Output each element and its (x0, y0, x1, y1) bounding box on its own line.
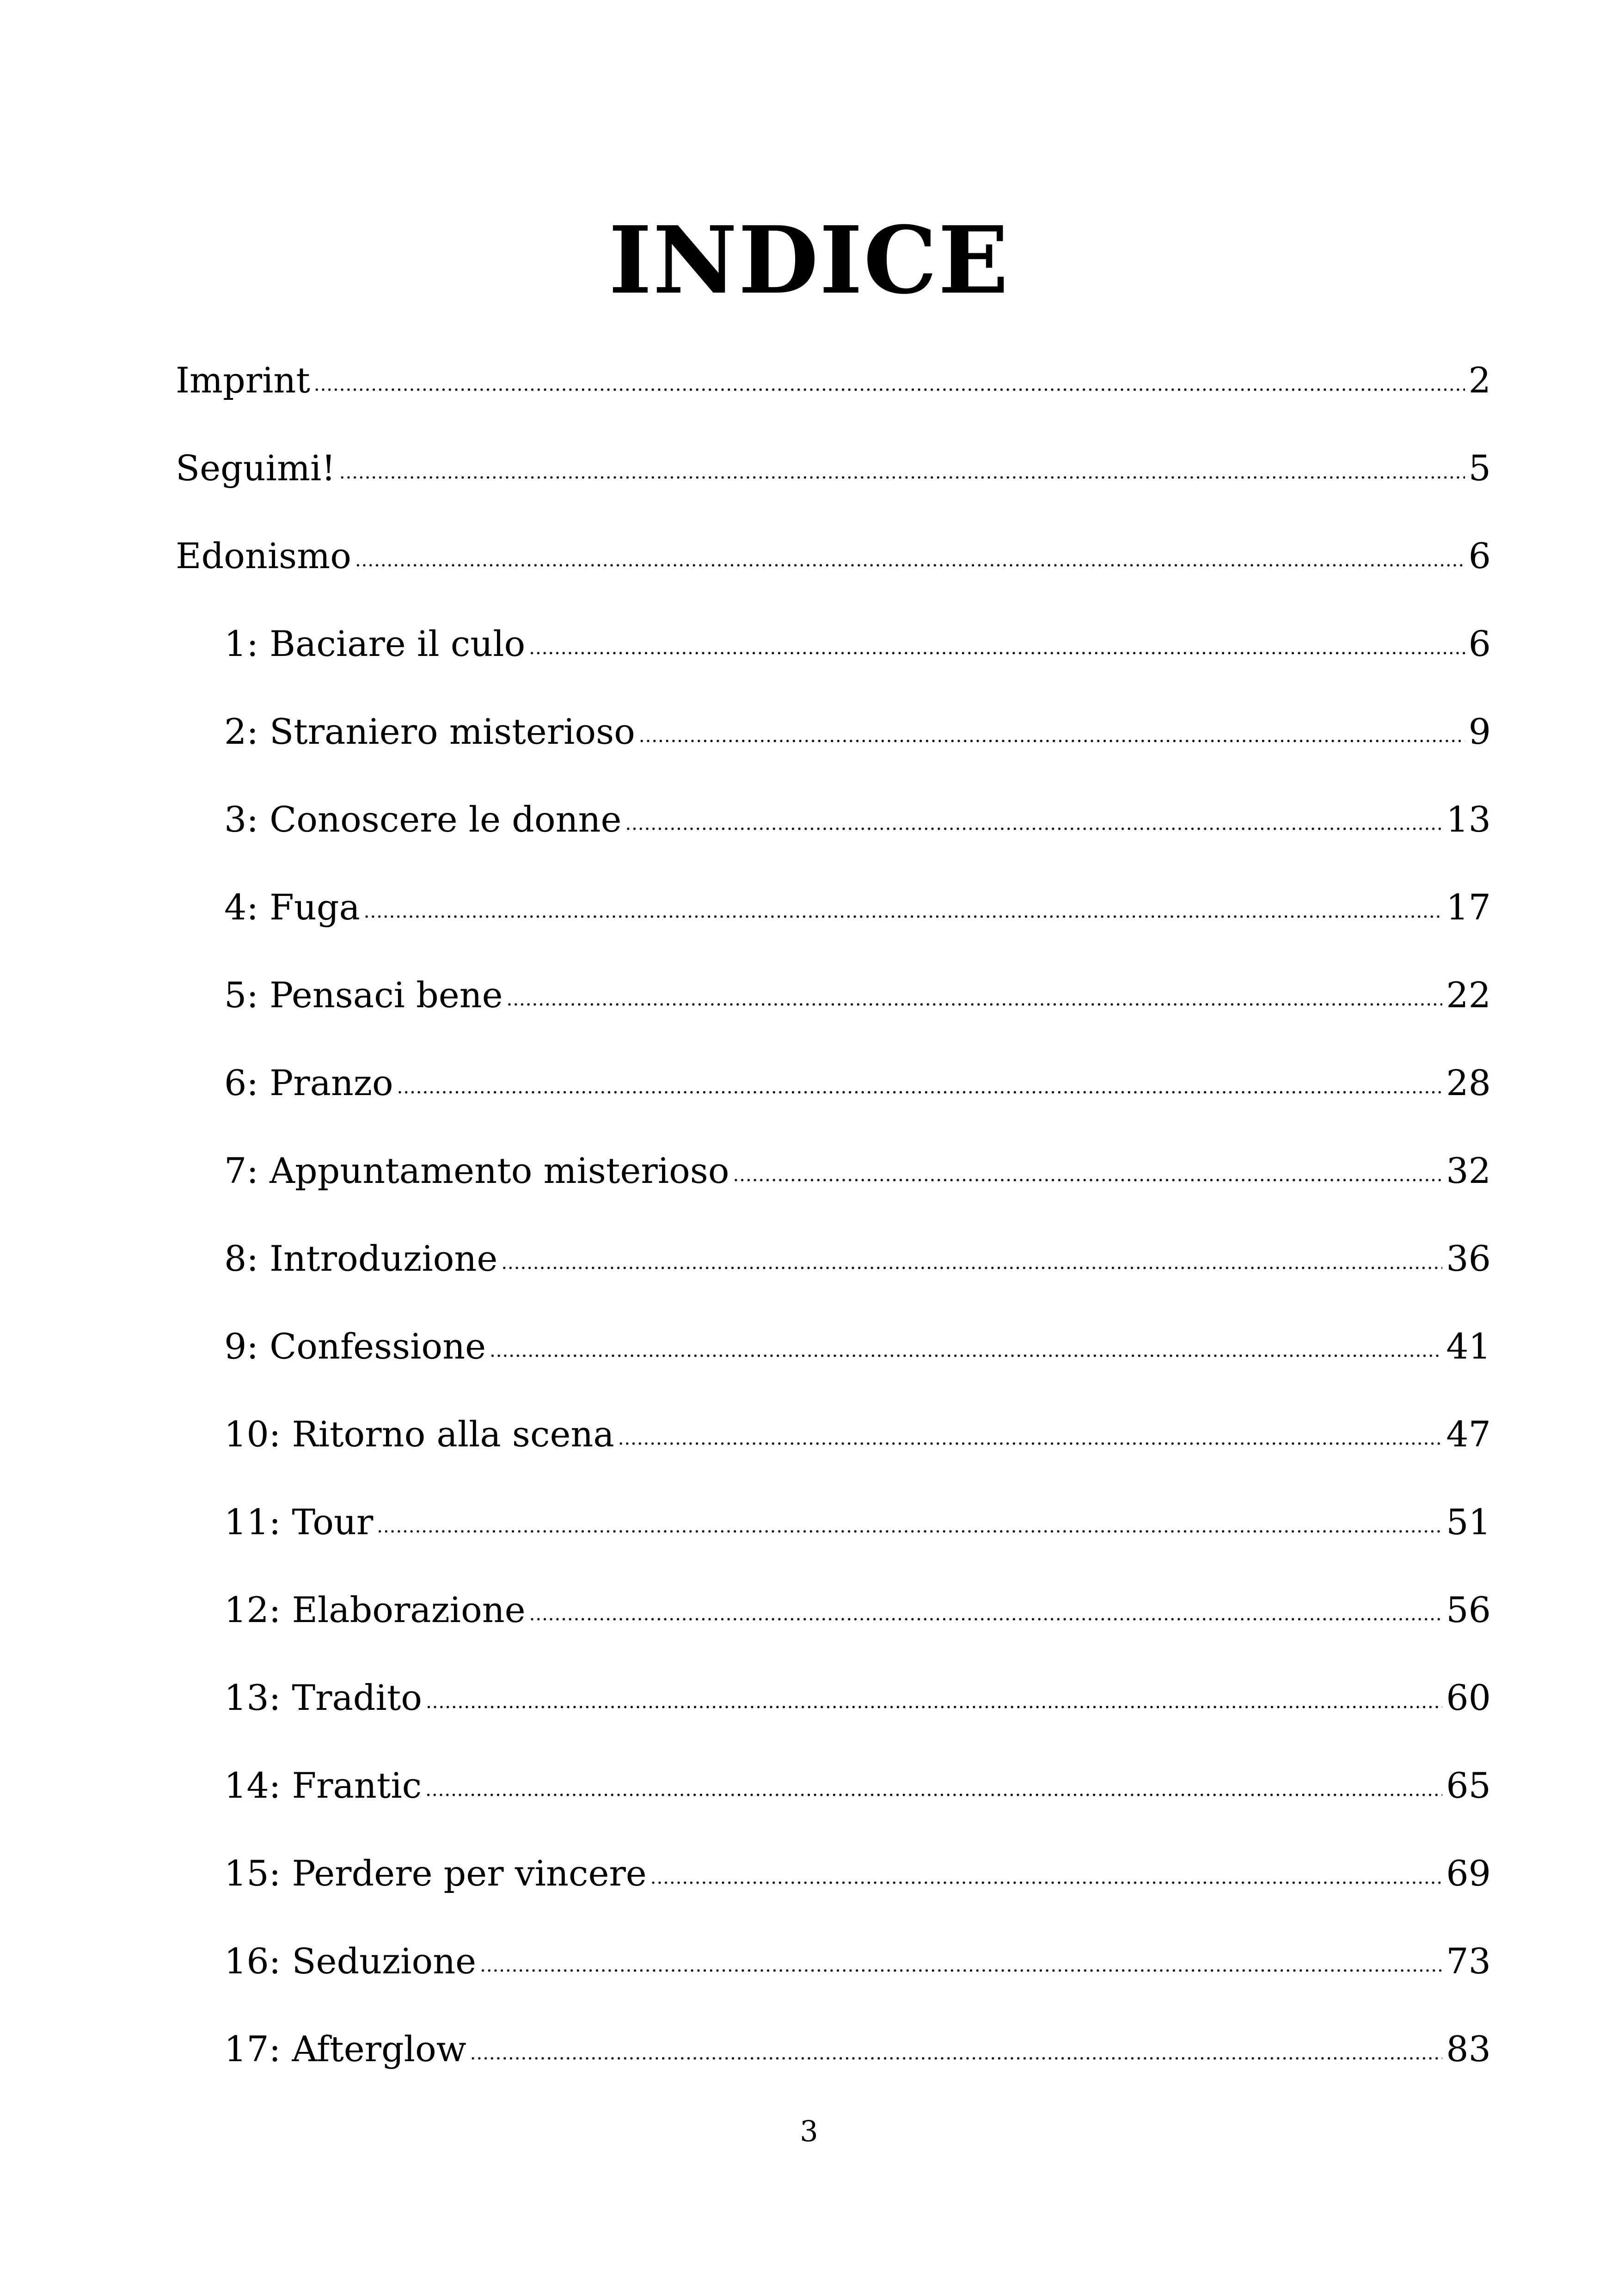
dot-leader (425, 1781, 1442, 1799)
toc-entry-chapter-8[interactable] (224, 1238, 1491, 1283)
toc-entry-chapter-10[interactable] (224, 1414, 1491, 1458)
toc-entry-page: 32 (1446, 1150, 1491, 1191)
toc-entry-page: 17 (1446, 887, 1491, 928)
toc-entry-label: 2: Straniero misterioso (224, 711, 635, 752)
toc-entry-page: 56 (1446, 1589, 1491, 1630)
toc-entry-chapter-3[interactable] (224, 799, 1491, 844)
toc-entry-page: 6 (1468, 623, 1491, 664)
toc-entry-label: 4: Fuga (224, 887, 360, 928)
toc-entry-page: 5 (1468, 447, 1491, 489)
toc-entry-chapter-5[interactable] (224, 974, 1491, 1019)
toc-entry-chapter-11[interactable] (224, 1501, 1491, 1546)
toc-entry-label: Seguimi! (176, 447, 336, 489)
dot-leader (355, 551, 1465, 569)
dot-leader (339, 463, 1465, 482)
toc-entry-chapter-2[interactable] (224, 711, 1491, 756)
dot-leader (618, 1429, 1443, 1448)
dot-leader (625, 814, 1442, 833)
toc-entry-imprint[interactable] (176, 360, 1491, 404)
toc-entry-chapter-4[interactable] (224, 887, 1491, 931)
dot-leader (529, 1605, 1443, 1623)
dot-leader (426, 1693, 1442, 1711)
toc-entry-page: 9 (1468, 711, 1491, 752)
toc-entry-label: 6: Pranzo (224, 1062, 393, 1103)
toc-entry-label: 5: Pensaci bene (224, 974, 503, 1016)
toc-entry-chapter-15[interactable] (224, 1853, 1491, 1898)
page-title: INDICE (608, 206, 1010, 315)
toc-entry-label: 8: Introduzione (224, 1238, 498, 1279)
dot-leader (470, 2044, 1443, 2063)
toc-entry-chapter-17[interactable] (224, 2028, 1491, 2073)
toc-entry-label: 16: Seduzione (224, 1941, 477, 1982)
toc-entry-page: 60 (1446, 1677, 1491, 1718)
toc-entry-label: 9: Confessione (224, 1326, 486, 1367)
toc-entry-page: 36 (1446, 1238, 1491, 1279)
toc-entry-chapter-6[interactable] (224, 1062, 1491, 1107)
toc-entry-chapter-12[interactable] (224, 1589, 1491, 1634)
toc-entry-page: 47 (1446, 1414, 1491, 1455)
toc-entry-page: 41 (1446, 1326, 1491, 1367)
toc-entry-label: Edonismo (176, 535, 351, 576)
toc-entry-label: 7: Appuntamento misterioso (224, 1150, 729, 1191)
dot-leader (314, 375, 1465, 394)
toc-entry-chapter-7[interactable] (224, 1150, 1491, 1195)
toc-entry-page: 83 (1446, 2028, 1491, 2069)
toc-entry-page: 13 (1446, 799, 1491, 840)
toc-entry-label: 15: Perdere per vincere (224, 1853, 647, 1894)
toc-entry-chapter-13[interactable] (224, 1677, 1491, 1722)
toc-entry-label: 3: Conoscere le donne (224, 799, 622, 840)
toc-entry-page: 69 (1446, 1853, 1491, 1894)
toc-entry-chapter-1[interactable] (224, 623, 1491, 668)
dot-leader (364, 902, 1443, 921)
page-number: 3 (800, 2114, 818, 2148)
dot-leader (490, 1341, 1442, 1360)
dot-leader (377, 1517, 1442, 1536)
toc-entry-label: 12: Elaborazione (224, 1589, 526, 1630)
toc-entry-page: 2 (1468, 360, 1491, 401)
dot-leader (650, 1868, 1443, 1887)
dot-leader (639, 727, 1465, 745)
toc-entry-label: 17: Afterglow (224, 2028, 466, 2069)
toc-entry-label: Imprint (176, 360, 310, 401)
dot-leader (501, 1254, 1442, 1272)
toc-entry-page: 28 (1446, 1062, 1491, 1103)
toc-entry-label: 13: Tradito (224, 1677, 423, 1718)
toc-entry-label: 11: Tour (224, 1501, 374, 1543)
toc-entry-label: 1: Baciare il culo (224, 623, 526, 664)
toc-entry-chapter-9[interactable] (224, 1326, 1491, 1371)
dot-leader (480, 1956, 1442, 1975)
toc-entry-seguimi[interactable] (176, 447, 1491, 492)
toc-entry-page: 22 (1446, 974, 1491, 1016)
toc-entry-chapter-16[interactable] (224, 1941, 1491, 1985)
toc-entry-chapter-14[interactable] (224, 1765, 1491, 1810)
dot-leader (529, 639, 1465, 657)
dot-leader (507, 990, 1443, 1009)
toc-entry-edonismo[interactable] (176, 535, 1491, 580)
toc-entry-page: 51 (1446, 1501, 1491, 1543)
dot-leader (397, 1078, 1443, 1096)
dot-leader (733, 1166, 1443, 1184)
toc-entry-label: 14: Frantic (224, 1765, 422, 1806)
toc-entry-page: 65 (1446, 1765, 1491, 1806)
toc-entry-page: 73 (1446, 1941, 1491, 1982)
toc-entry-label: 10: Ritorno alla scena (224, 1414, 614, 1455)
toc-entry-page: 6 (1468, 535, 1491, 576)
